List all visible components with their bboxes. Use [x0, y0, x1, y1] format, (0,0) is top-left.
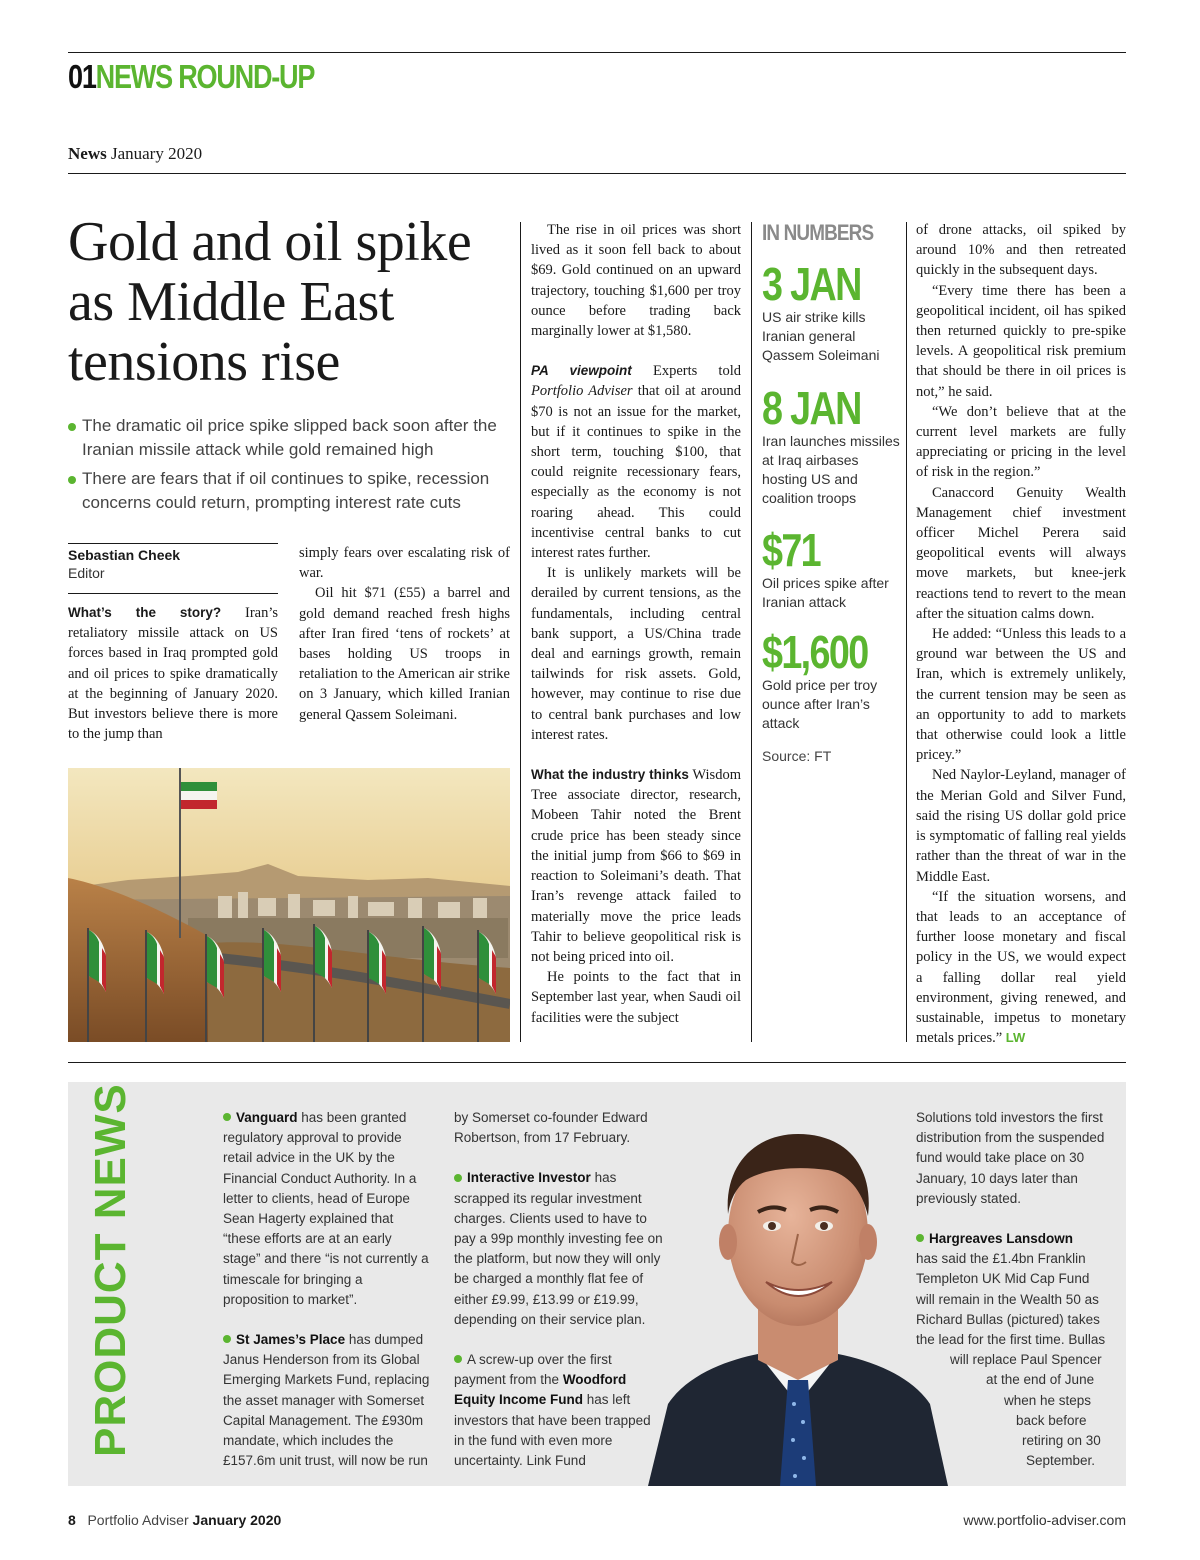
- stat-source: Source: FT: [762, 748, 832, 764]
- in-numbers-title: IN NUMBERS: [762, 220, 874, 245]
- company-name: Vanguard: [236, 1110, 298, 1125]
- in-numbers-panel: [762, 220, 902, 764]
- article-col-3: [531, 220, 741, 1028]
- news-item: St James’s Place has dumped Janus Henderson from its Global Emerging Markets Fund, replacing the asset manager with Somerset Capital Management. The £930m mandate, which includes the £157.6m unit trust, will now be run: [223, 1332, 430, 1469]
- standfirst-bullets: [68, 414, 508, 520]
- company-name: Woodford Equity Income Fund: [454, 1372, 627, 1408]
- stat-item: [762, 384, 902, 508]
- paragraph: What the industry thinks Wisdom Tree associate director, research, Mobeen Tahir noted the Brent crude price has been steady since the initial jump from $66 to $69 in reaction to Soleimani’s death. That Iran’s revenge attack failed to materially move the price leads Tahir to believe geopolitical risk is not being priced into oil.: [531, 767, 741, 965]
- company-name: Interactive Investor: [467, 1170, 591, 1186]
- paragraph: Oil hit $71 (£55) a barrel and gold demand reached fresh highs after Iran fired ‘tens of rockets’ at bases holding US troops in retaliation to the American air strike on 3 January, which killed Iranian general Qassem Soleimani.: [299, 585, 510, 723]
- bullet-dot-icon: [916, 1234, 924, 1242]
- story-lead: What’s the story?: [68, 605, 222, 620]
- story-text: Iran’s retaliatory missile attack on US forces based in Iraq prompted gold and oil prices to spike dramatically at the beginning of January 2020. But investors believe there is more to the jump than: [68, 605, 278, 743]
- bullet-dot-icon: [223, 1113, 231, 1121]
- issue-rule: [68, 173, 1126, 174]
- stat-desc: Oil prices spike after Iranian attack: [762, 575, 889, 610]
- footer-publication: Portfolio Adviser: [87, 1512, 189, 1528]
- paragraph: He points to the fact that in September last year, when Saudi oil facilities were the subject: [531, 969, 741, 1026]
- company-name: Hargreaves Lansdown: [929, 1231, 1074, 1247]
- paragraph: Ned Naylor-Leyland, manager of the Merian Gold and Silver Fund, said the rising US dollar gold price is symptomatic of falling real yields rather than the threat of war in the Middle East.: [916, 767, 1126, 885]
- news-item: A screw-up over the first payment from the Woodford Equity Income Fund has left investors that have been trapped in the fund with even more uncertainty. Link Fund: [454, 1352, 651, 1469]
- stat-item: [762, 260, 902, 365]
- news-item: Solutions told investors the first distribution from the suspended fund would take place on 30 January, 10 days later than previously stated.: [916, 1110, 1105, 1206]
- paragraph: Canaccord Genuity Wealth Management chief investment officer Michel Perera said geopolitical events will always move markets, but knee-jerk reactions tend to revert to the mean after the situation calms down.: [916, 484, 1126, 622]
- product-news-label: PRODUCT NEWS: [86, 1083, 135, 1457]
- product-news-col-4: [916, 1108, 1116, 1471]
- footer-left: [68, 1512, 281, 1528]
- paragraph: He added: “Unless this leads to a ground war between the US and Iran, which is extremely unlikely, the current tension may be seen as an opportunity to add to markets that otherwise could look a little pricey.”: [916, 626, 1126, 764]
- bullet-dot-icon: [454, 1174, 462, 1182]
- stat-value: $71: [762, 524, 821, 576]
- bullet-dot-icon: [68, 423, 76, 431]
- pa-viewpoint-lead: PA viewpoint: [531, 363, 632, 379]
- stat-value: $1,600: [762, 626, 868, 678]
- stat-desc: US air strike kills Iranian general Qassem Soleimani: [762, 309, 880, 363]
- product-news-col-2: [454, 1108, 664, 1471]
- tehran-flags-photo: [68, 768, 510, 1042]
- issue-date: January 2020: [110, 144, 203, 163]
- footer-date: January 2020: [192, 1512, 282, 1528]
- byline-rule-top: [68, 543, 278, 544]
- company-name: St James’s Place: [236, 1332, 346, 1348]
- byline: [68, 546, 278, 582]
- news-item: by Somerset co-founder Edward Robertson, from 17 February.: [454, 1110, 648, 1146]
- footer-url[interactable]: www.portfolio-adviser.com: [963, 1512, 1126, 1528]
- article-col-2: [299, 543, 510, 725]
- richard-bullas-portrait: [648, 1104, 948, 1486]
- paragraph: The rise in oil prices was short lived as it soon fell back to about $69. Gold continued on an upward trajectory, touching $1,600 per troy ounce before trading back marginally lower at $1,580.: [531, 222, 741, 340]
- paragraph: “Every time there has been a geopolitical incident, oil has spiked then returned quickly to pre-spike levels. A geopolitical risk premium that should be there in oil prices is not,” he said.: [916, 282, 1126, 400]
- paragraph: PA viewpoint Experts told Portfolio Adviser that oil at around $70 is not an issue for the market, but if it continues to spike in the short term, touching $100, that could reignite recessionary fears, especially as the economy is not roaring ahead. This could incentivise central banks to cut interest rates further.: [531, 363, 742, 562]
- news-item: Vanguard has been granted regulatory approval to provide retail advice in the UK by the Financial Conduct Authority. In a letter to clients, head of Europe Sean Hagerty explained that “these efforts are at an early stage” and there “is not currently a timescale for bringing a proposition to market”.: [223, 1110, 429, 1307]
- paragraph: It is unlikely markets will be derailed by current tensions, as the fundamentals, including central bank support, a US/China trade deal and earnings growth, remain tailwinds for risk assets. Gold, however, may continue to rise due to central bank purchases and low interest rates.: [531, 565, 741, 743]
- article-headline: Gold and oil spike as Middle East tensions rise: [68, 211, 472, 393]
- col-divider: [520, 222, 521, 1042]
- stat-item: [762, 628, 902, 733]
- news-item: [916, 1229, 1116, 1249]
- section-heading: [68, 58, 314, 96]
- byline-rule-bottom: [68, 593, 278, 594]
- product-news-col-1: [223, 1108, 431, 1471]
- section-number: 01: [68, 58, 96, 95]
- author-name: Sebastian Cheek: [68, 547, 181, 563]
- news-item: Interactive Investor has scrapped its regular investment charges. Clients used to have to pay a 99p monthly investing fee on the platform, but now they will only be charged a monthly flat fee of either £9.99, £13.99 or £19.99, depending on their service plan.: [454, 1170, 663, 1327]
- stat-desc: Iran launches missiles at Iraq airbases hosting US and coalition troops: [762, 433, 900, 506]
- article-col-4: [916, 220, 1126, 1048]
- page-number: 8: [68, 1512, 76, 1528]
- sign-off: LW: [1005, 1030, 1026, 1046]
- stat-desc: Gold price per troy ounce after Iran’s attack: [762, 677, 878, 731]
- section-label: NEWS ROUND-UP: [95, 58, 315, 95]
- stat-item: [762, 526, 902, 612]
- col-divider: [906, 222, 907, 1042]
- product-news-panel: [68, 1082, 1126, 1486]
- stat-value: 3 JAN: [762, 258, 861, 310]
- paragraph: simply fears over escalating risk of war.: [299, 545, 510, 582]
- col-divider: [751, 222, 752, 1042]
- news-item-lines: has said the £1.4bn Franklin Templeton UK Mid Cap Fund will remain in the Wealth 50 as Richard Bullas (pictured) takes the lead for the first time. Bullas will replace Paul Spencer at the end of June when he steps back before retiring on 30 September.: [916, 1251, 1106, 1469]
- bullet-dot-icon: [68, 476, 76, 484]
- standfirst-item: There are fears that if oil continues to spike, recession concerns could return, prompting interest rate cuts: [68, 467, 508, 515]
- standfirst-item: The dramatic oil price spike slipped back soon after the Iranian missile attack while gold remained high: [68, 414, 508, 462]
- issue-line: [68, 144, 202, 164]
- article-bottom-rule: [68, 1062, 1126, 1063]
- author-role: Editor: [68, 565, 105, 581]
- paragraph: “If the situation worsens, and that leads to an acceptance of further loose monetary and fiscal policy in the US, we would expect a falling dollar real yield environment, giving renewed, and sustainable, impetus to monetary metals prices.” LW: [916, 888, 1126, 1047]
- issue-kind: News: [68, 144, 107, 163]
- article-col-1: [68, 603, 278, 744]
- top-rule: [68, 52, 1126, 53]
- industry-lead: What the industry thinks: [531, 767, 689, 783]
- stat-value: 8 JAN: [762, 382, 861, 434]
- paragraph: of drone attacks, oil spiked by around 10% and then retreated quickly in the subsequent days.: [916, 222, 1126, 279]
- paragraph: “We don’t believe that at the current level markets are fully appreciating or pricing in the level of risk in the region.”: [916, 403, 1126, 481]
- bullet-dot-icon: [454, 1355, 462, 1363]
- bullet-dot-icon: [223, 1335, 231, 1343]
